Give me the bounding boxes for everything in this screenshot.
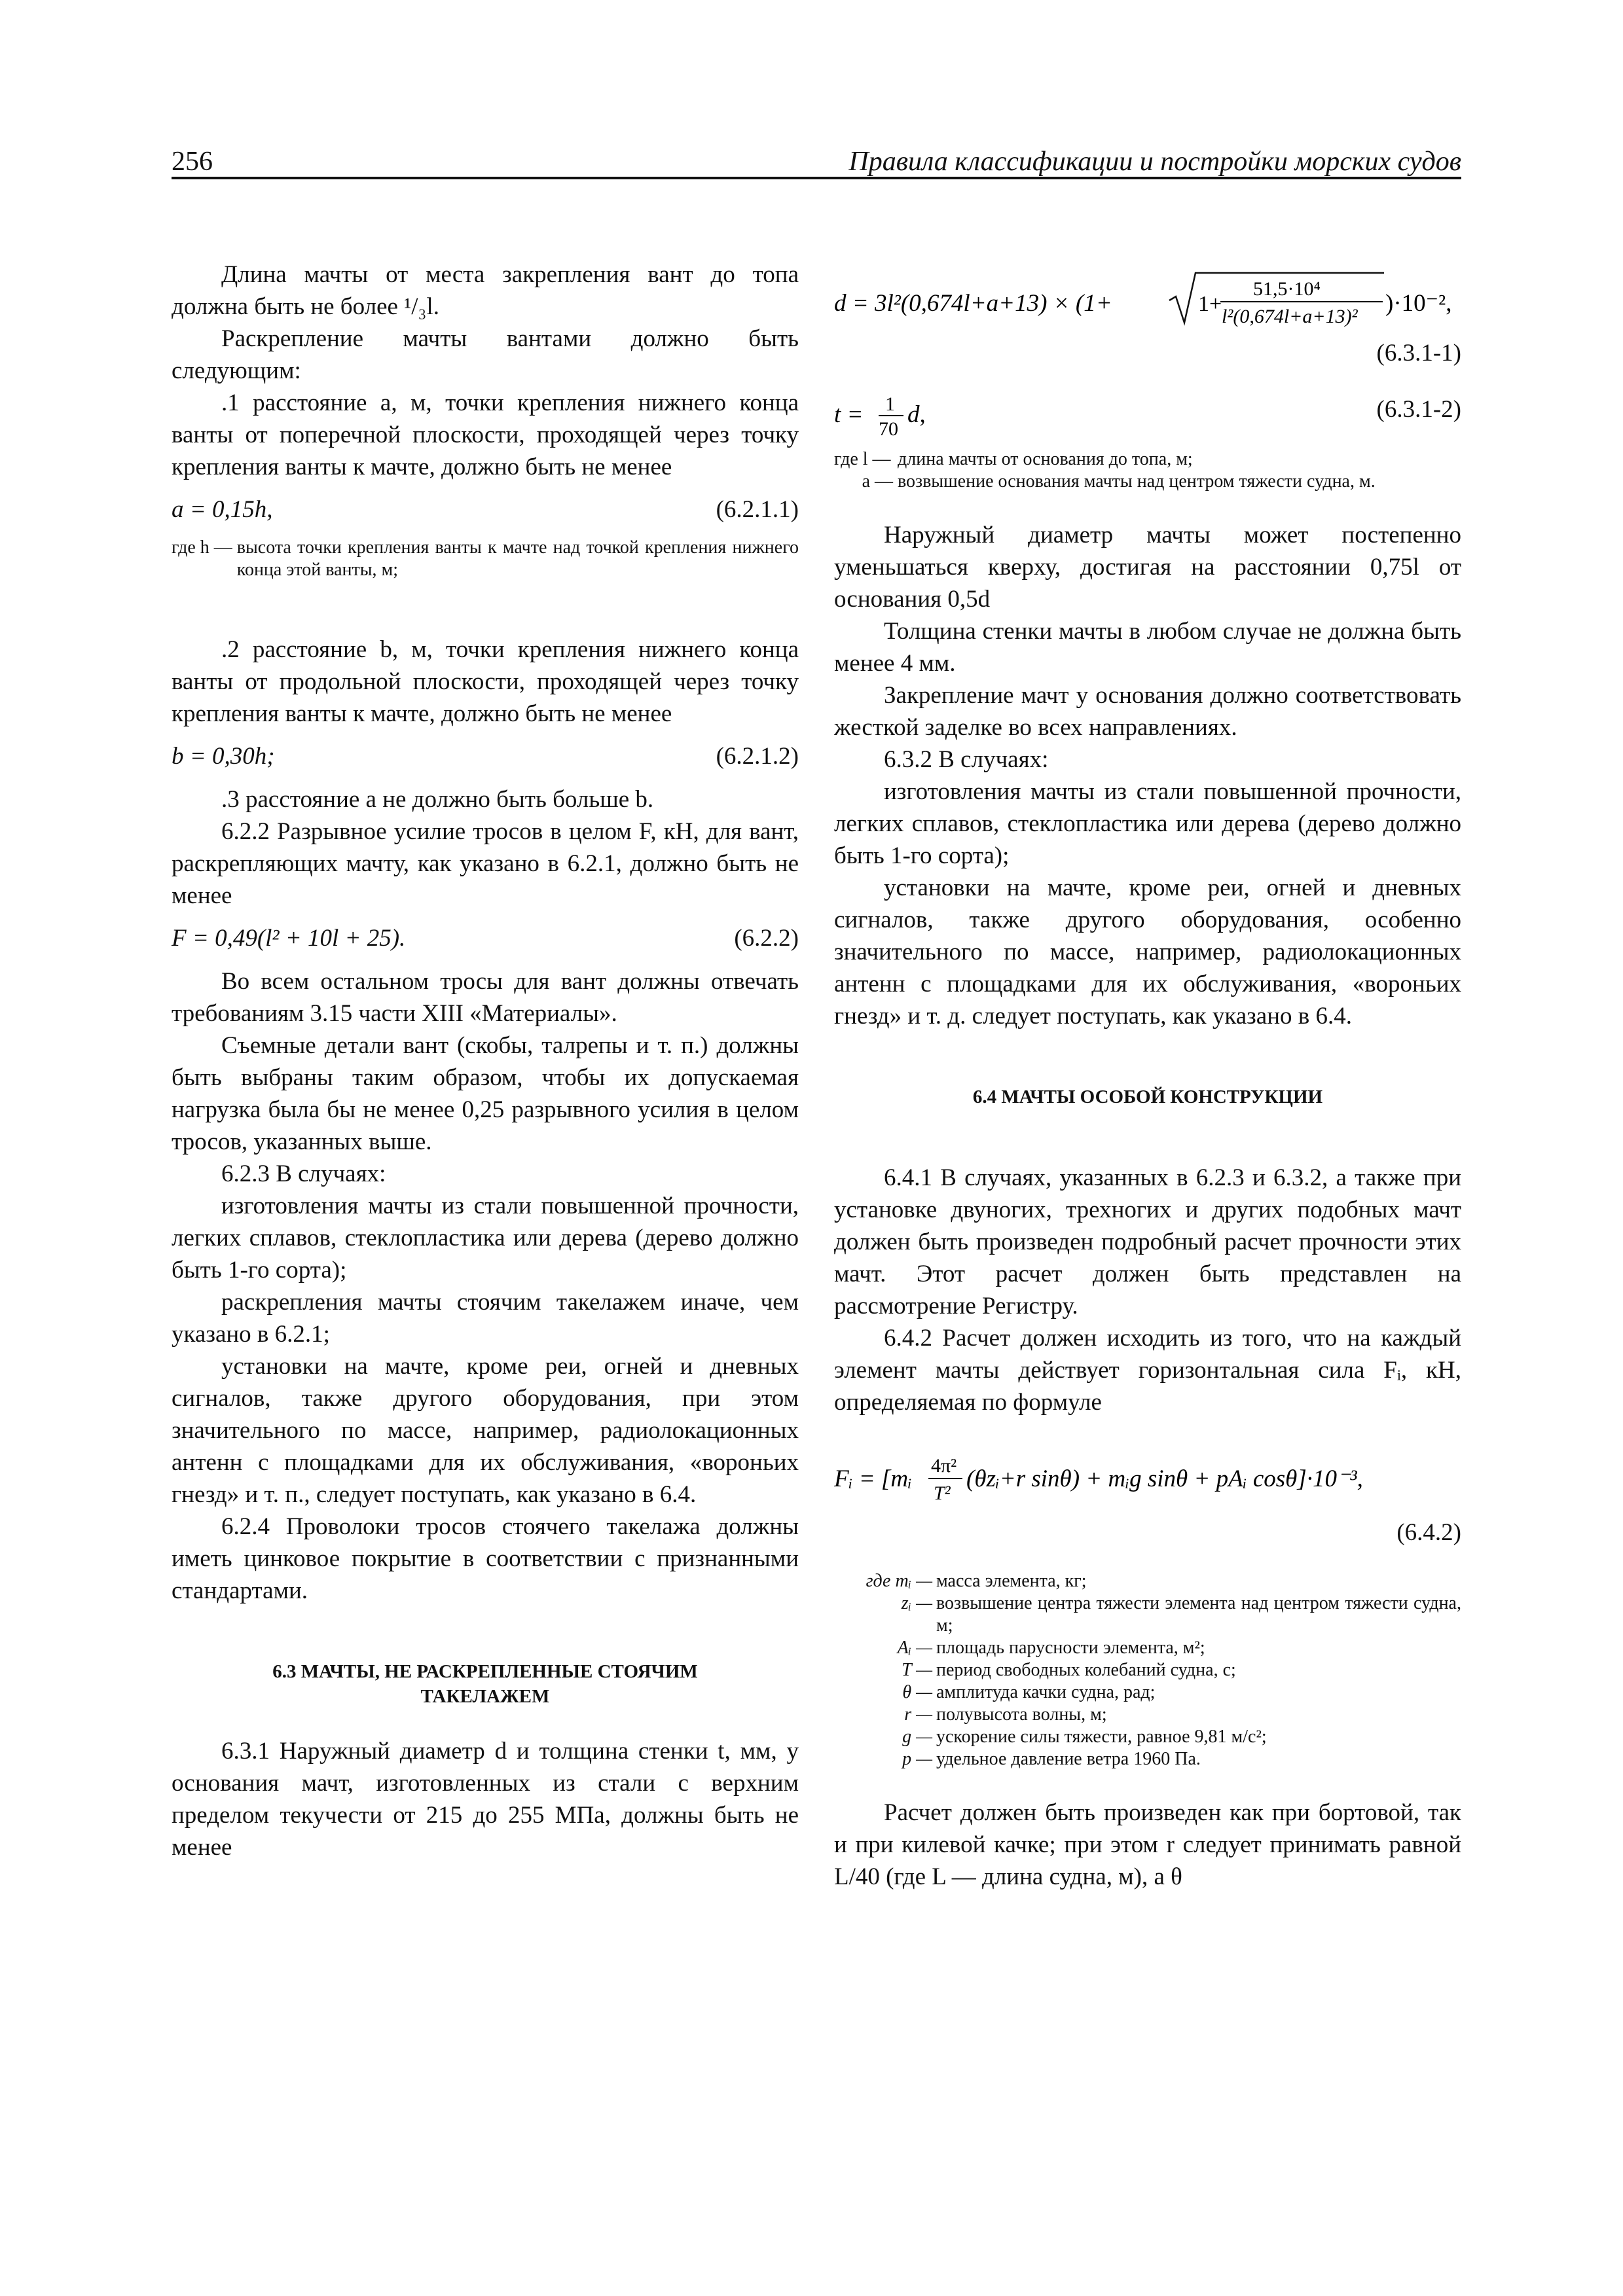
variable-row	[834, 1659, 1461, 1681]
variable-description: возвышение центра тяжести элемента над центром тяжести судна, м;	[936, 1593, 1461, 1636]
variable-symbol: zᵢ —	[901, 1593, 932, 1613]
equation-6-2-1-1	[172, 491, 799, 530]
left-column	[172, 259, 799, 1863]
equation-number: (6.3.1-2)	[1376, 396, 1461, 423]
equation-f-graphic	[834, 1444, 1461, 1516]
paragraph-6-2-4: 6.2.4 Проволоки тросов стоячего такелажа должны иметь цинковое покрытие в соответствии с признанными стандартами.	[172, 1513, 799, 1604]
equation-formula: a = 0,15h,	[172, 496, 273, 523]
paragraph-6-2-2: 6.2.2 Разрывное усилие тросов в целом F, кН, для вант, раскрепляющих мачту, как указано в 6.2.1, должно быть не менее	[172, 818, 799, 909]
paragraph-6-4-1: 6.4.1 В случаях, указанных в 6.2.3 и 6.3.2, а также при установке двуногих, трехногих и других подобных мачт должен быть произведен подробный расчет прочности этих мачт. Этот расчет должен быть представлен на рассмотрение Регистру.	[834, 1164, 1461, 1319]
equation-d-graphic	[834, 259, 1461, 337]
paragraph-calculation: Расчет должен быть произведен как при бортовой, так и при килевой качке; при этом r следует принимать равной L/40 (где L — длина судна, м), а θ	[834, 1799, 1461, 1890]
right-column	[834, 259, 1461, 1893]
note-text: высота точки крепления ванты к мачте над точкой крепления нижнего конца этой ванты, м;	[236, 537, 799, 580]
variable-row	[834, 1748, 1461, 1770]
variable-description: полувысота волны, м;	[936, 1704, 1107, 1725]
eq-f-den: T²	[934, 1482, 951, 1504]
equation-formula: b = 0,30h;	[172, 743, 275, 770]
variable-row	[834, 1704, 1461, 1726]
equation-number: (6.3.1-1)	[1376, 340, 1461, 367]
variable-list	[834, 1570, 1461, 1770]
equation-number-6-3-1-1	[834, 337, 1461, 371]
paragraph-6-4-2: 6.4.2 Расчет должен исходить из того, что на каждый элемент мачты действует горизонтальная сила Fᵢ, кН, определяемая по формуле	[834, 1325, 1461, 1416]
paragraph-diameter-taper: Наружный диаметр мачты может постепенно уменьшаться кверху, достигая на расстоянии 0,75l от основания 0,5d	[834, 522, 1461, 613]
variable-description: масса элемента, кг;	[936, 1571, 1087, 1591]
variable-description: ускорение силы тяжести, равное 9,81 м/с²;	[936, 1727, 1267, 1747]
variable-description: удельное давление ветра 1960 Па.	[936, 1749, 1201, 1769]
paragraph-6-3-2-b: установки на мачте, кроме реи, огней и дневных сигналов, также другого оборудования, особенно значительного по массе, например, радиолокационных антенн с площадками для их обслуживания, «вороньих гнезд» и т. д. следует поступать, как указано в 6.4.	[834, 874, 1461, 1030]
paragraph-6-3-2-a: изготовления мачты из стали повышенной прочности, легких сплавов, стеклопластика или дерева (дерево должно быть 1-го сорта);	[834, 778, 1461, 869]
variable-description: период свободных колебаний судна, с;	[936, 1660, 1236, 1680]
variable-symbol: где mᵢ —	[866, 1571, 932, 1591]
paragraph-6-2-3-a: изготовления мачты из стали повышенной прочности, легких сплавов, стеклопластика или дерева (дерево должно быть 1-го сорта);	[172, 1193, 799, 1283]
item-1: .1 расстояние a, м, точки крепления нижнего конца ванты от поперечной плоскости, проходящей через точку крепления ванты к мачте, должно быть не менее	[172, 389, 799, 480]
note-text: длина мачты от основания до топа, м;	[898, 449, 1193, 469]
paragraph-removable-parts: Съемные детали вант (скобы, талрепы и т. п.) должны быть выбраны таким образом, чтобы их допускаемая нагрузка была бы не менее 0,25 разрывного усилия в целом тросов, указанных выше.	[172, 1032, 799, 1155]
equation-6-3-1-1	[834, 259, 1461, 337]
variable-description: площадь парусности элемента, м²;	[936, 1638, 1205, 1658]
equation-number: (6.2.1.2)	[716, 743, 799, 770]
paragraph-fixing: Закрепление мачт у основания должно соответствовать жесткой заделке во всех направлениях.	[834, 682, 1461, 741]
eq-t-den: 70	[879, 418, 898, 440]
paragraph-other-requirements: Во всем остальном тросы для вант должны отвечать требованиям 3.15 части XIII «Материалы».	[172, 968, 799, 1027]
variable-row	[834, 1726, 1461, 1748]
note-h	[172, 537, 799, 581]
variable-symbol: θ —	[902, 1682, 932, 1702]
note-key: где l —	[834, 449, 891, 469]
eq-t-left: t =	[834, 401, 864, 428]
eq-d-left: d = 3l²(0,674l+a+13) × (1+	[834, 290, 1112, 317]
equation-6-2-2	[172, 920, 799, 959]
paragraph-mast-length: Длина мачты от места закрепления вант до топа должна быть не более ¹/₃l.	[172, 261, 799, 320]
note-key: где h —	[172, 537, 232, 558]
equation-number: (6.2.1.1)	[716, 496, 799, 523]
equation-6-2-1-2	[172, 738, 799, 777]
equation-6-3-1-2	[834, 391, 1461, 443]
page-header	[172, 141, 1461, 180]
eq-f-num: 4π²	[931, 1455, 957, 1477]
equation-number: (6.4.2)	[1396, 1519, 1461, 1546]
variable-symbol: g —	[902, 1727, 932, 1747]
variable-symbol: p —	[902, 1749, 932, 1769]
variable-row	[834, 1592, 1461, 1637]
eq-t-d: d,	[907, 401, 926, 428]
eq-t-num: 1	[885, 393, 895, 415]
variable-row	[834, 1681, 1461, 1704]
paragraph-wall-thickness: Толщина стенки мачты в любом случае не должна быть менее 4 мм.	[834, 618, 1461, 677]
section-heading-6-3: 6.3 МАЧТЫ, НЕ РАСКРЕПЛЕННЫЕ СТОЯЧИМ ТАКЕЛАЖЕМ	[272, 1661, 698, 1707]
running-title: Правила классификации и постройки морских судов	[848, 147, 1461, 177]
paragraph-6-3-2: 6.3.2 В случаях:	[884, 746, 1049, 773]
header-rule	[172, 177, 1461, 179]
eq-d-denominator: l²(0,674l+a+13)²	[1222, 306, 1358, 327]
paragraph-6-2-3-c: установки на мачте, кроме реи, огней и дневных сигналов, также другого оборудования, при этом значительного по массе, например, радиолокационных антенн с площадками для их обслуживания, «вороньих гнезд» и т. п., следует поступать, как указано в 6.4.	[172, 1353, 799, 1508]
variable-symbol: Aᵢ —	[897, 1638, 932, 1658]
paragraph-6-3-1: 6.3.1 Наружный диаметр d и толщина стенки t, мм, у основания мачт, изготовленных из стали с верхним пределом текучести от 215 до 255 МПа, должны быть не менее	[172, 1738, 799, 1861]
variable-symbol: r —	[904, 1704, 932, 1725]
equation-6-4-2	[834, 1444, 1461, 1516]
variable-description: амплитуда качки судна, рад;	[936, 1682, 1156, 1702]
paragraph-shroud-bracing: Раскрепление мачты вантами должно быть следующим:	[172, 325, 799, 384]
paragraph-6-2-3: 6.2.3 В случаях:	[221, 1160, 386, 1187]
eq-d-one: 1+	[1198, 292, 1222, 316]
variable-row	[834, 1570, 1461, 1592]
item-3: .3 расстояние a не должно быть больше b.	[221, 786, 654, 813]
note-text: возвышение основания мачты над центром тяжести судна, м.	[898, 471, 1376, 492]
equation-formula: F = 0,49(l² + 10l + 25).	[172, 925, 406, 952]
equation-number: (6.2.2)	[734, 925, 799, 952]
note-key: a —	[862, 471, 893, 492]
item-2: .2 расстояние b, м, точки крепления нижнего конца ванты от продольной плоскости, проходящей через точку крепления ванты к мачте, должно быть не менее	[172, 636, 799, 727]
eq-f-rest: (θzᵢ+r sinθ) + mᵢg sinθ + pAᵢ cosθ]·10⁻³,	[966, 1465, 1363, 1492]
note-l-a	[834, 448, 1461, 493]
page-number: 256	[172, 147, 213, 177]
eq-f-left: Fᵢ = [mᵢ	[834, 1465, 912, 1492]
variable-symbol: T —	[902, 1660, 932, 1680]
eq-d-tail: )·10⁻²,	[1385, 290, 1452, 317]
eq-d-numerator: 51,5·10⁴	[1253, 278, 1321, 300]
equation-number-6-4-2	[834, 1516, 1461, 1551]
variable-row	[834, 1637, 1461, 1659]
paragraph-6-2-3-b: раскрепления мачты стоячим такелажем иначе, чем указано в 6.2.1;	[172, 1289, 799, 1348]
section-heading-6-4: 6.4 МАЧТЫ ОСОБОЙ КОНСТРУКЦИИ	[972, 1086, 1323, 1107]
equation-t-graphic	[834, 391, 1096, 443]
